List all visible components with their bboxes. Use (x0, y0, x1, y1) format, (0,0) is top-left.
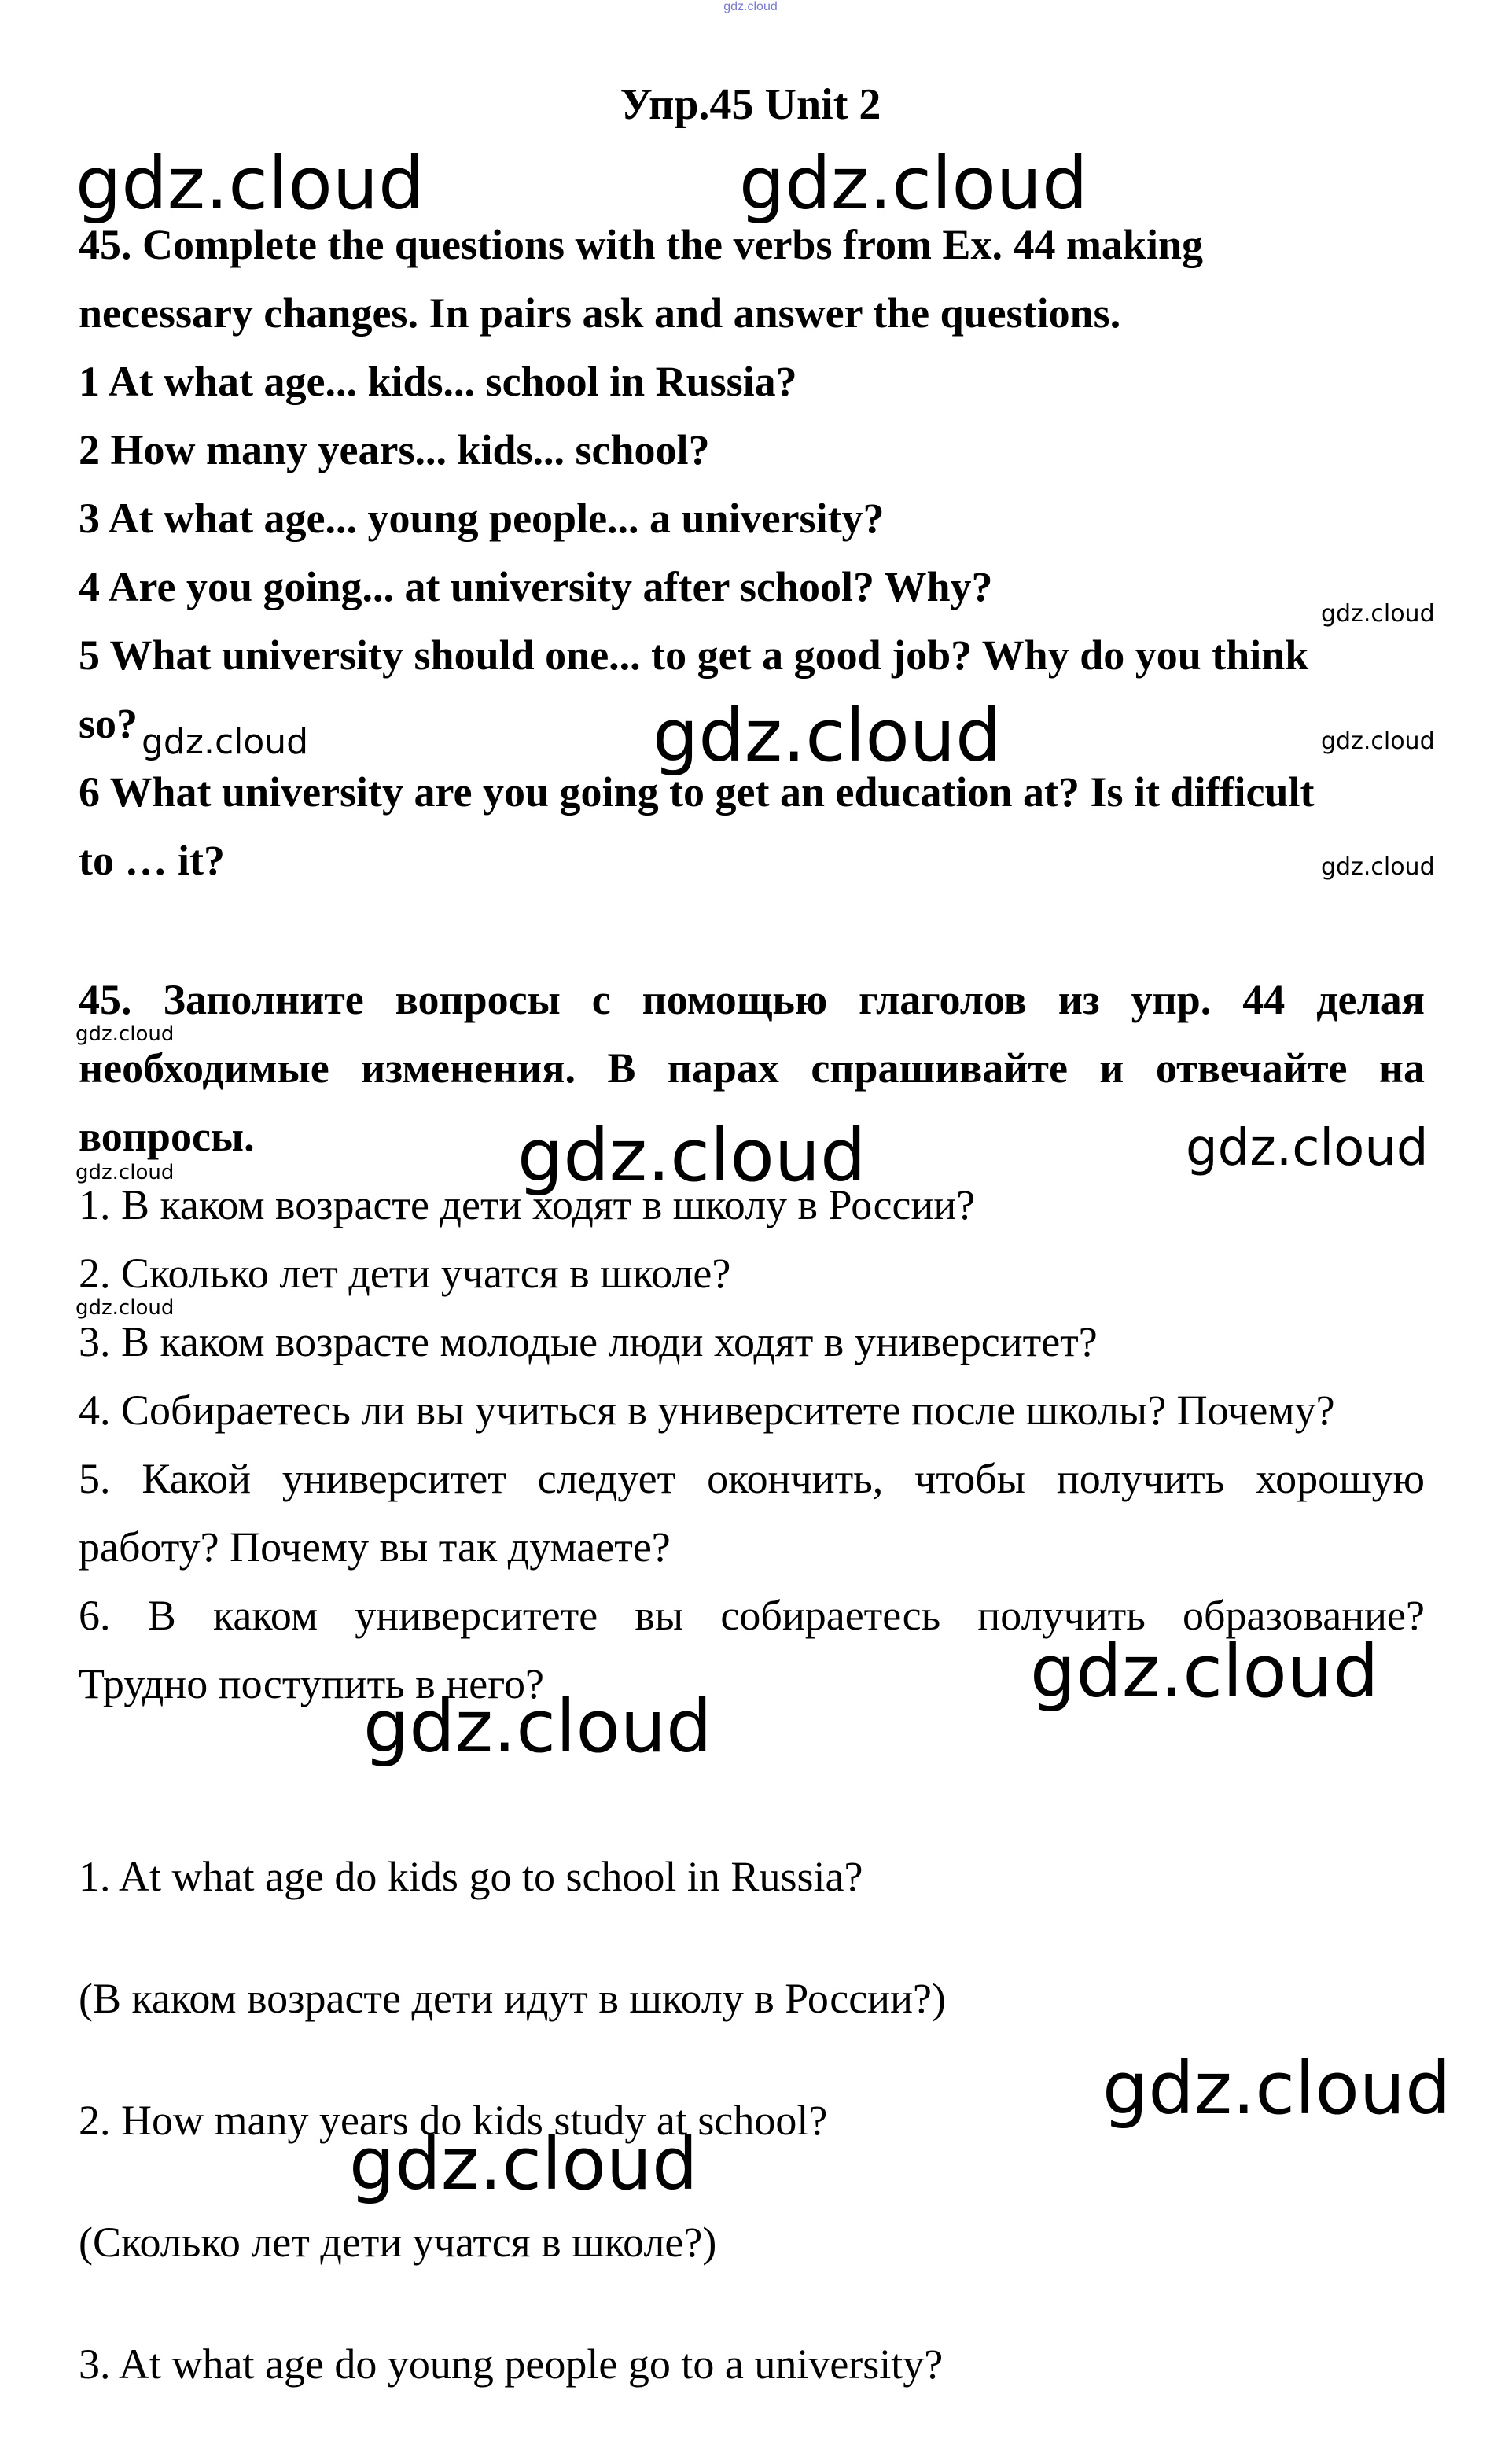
watermark: gdz.cloud (75, 1296, 175, 1320)
task-ru-question-6-line-2: Трудно поступить в него? (79, 1660, 544, 1707)
watermark: gdz.cloud (1321, 853, 1435, 881)
task-en-question-1: 1 At what age... kids... school in Russia? (79, 358, 797, 405)
task-en-question-5-line-2: so? (79, 700, 138, 747)
task-en-question-2: 2 How many years... kids... school? (79, 426, 710, 473)
task-ru-heading-line-2: необходимые изменения. В парах спрашивайте и отвечайте на (79, 1044, 1425, 1092)
watermark: gdz.cloud (1321, 600, 1435, 628)
watermark: gdz.cloud (1186, 1119, 1429, 1177)
watermark: gdz.cloud (1030, 1630, 1379, 1714)
task-en-question-6-line-1: 6 What university are you going to get an education at? Is it difficult (79, 768, 1315, 816)
task-en-question-4: 4 Are you going... at university after school? Why? (79, 563, 993, 610)
watermark: gdz.cloud (142, 722, 309, 762)
answer-2-translation: (Сколько лет дети учатся в школе?) (79, 2219, 717, 2266)
watermark: gdz.cloud (75, 142, 425, 226)
task-en-question-6-line-2: to … it? (79, 837, 225, 884)
answer-1: 1. At what age do kids go to school in Russia? (79, 1853, 863, 1900)
task-ru-question-3: 3. В каком возрасте молодые люди ходят в университет? (79, 1318, 1098, 1365)
task-ru-question-5-line-2: работу? Почему вы так думаете? (79, 1523, 671, 1571)
top-watermark: gdz.cloud (723, 0, 778, 13)
task-ru-question-4: 4. Собираетесь ли вы учиться в университете после школы? Почему? (79, 1387, 1335, 1434)
task-ru-heading-line-1: 45. Заполните вопросы с помощью глаголов из упр. 44 делая (79, 976, 1425, 1023)
task-en-heading-line-2: necessary changes. In pairs ask and answer the questions. (79, 289, 1121, 337)
watermark: gdz.cloud (517, 1114, 866, 1198)
watermark: gdz.cloud (75, 1022, 175, 1046)
task-ru-question-2: 2. Сколько лет дети учатся в школе? (79, 1250, 731, 1297)
page-title: Упр.45 Unit 2 (620, 80, 881, 129)
answer-1-translation: (В каком возрасте дети идут в школу в России?) (79, 1975, 946, 2022)
task-en-question-3: 3 At what age... young people... a university? (79, 495, 885, 542)
watermark: gdz.cloud (349, 2122, 698, 2206)
watermark: gdz.cloud (363, 1685, 712, 1769)
watermark: gdz.cloud (75, 1161, 175, 1184)
task-en-question-5-line-1: 5 What university should one... to get a good job? Why do you think (79, 632, 1309, 679)
task-en-heading-line-1: 45. Complete the questions with the verbs from Ex. 44 making (79, 221, 1203, 268)
answer-2: 2. How many years do kids study at school? (79, 2097, 828, 2144)
watermark: gdz.cloud (1102, 2046, 1451, 2131)
task-ru-heading-line-3: вопросы. (79, 1113, 255, 1160)
watermark: gdz.cloud (739, 142, 1088, 226)
answer-3: 3. At what age do young people go to a university? (79, 2341, 944, 2388)
task-ru-question-5-line-1: 5. Какой университет следует окончить, чтобы получить хорошую (79, 1455, 1425, 1502)
watermark: gdz.cloud (1321, 727, 1435, 755)
watermark: gdz.cloud (653, 694, 1002, 778)
task-ru-question-1: 1. В каком возрасте дети ходят в школу в России? (79, 1181, 976, 1228)
task-ru-question-6-line-1: 6. В каком университете вы собираетесь получить образование? (79, 1592, 1425, 1639)
